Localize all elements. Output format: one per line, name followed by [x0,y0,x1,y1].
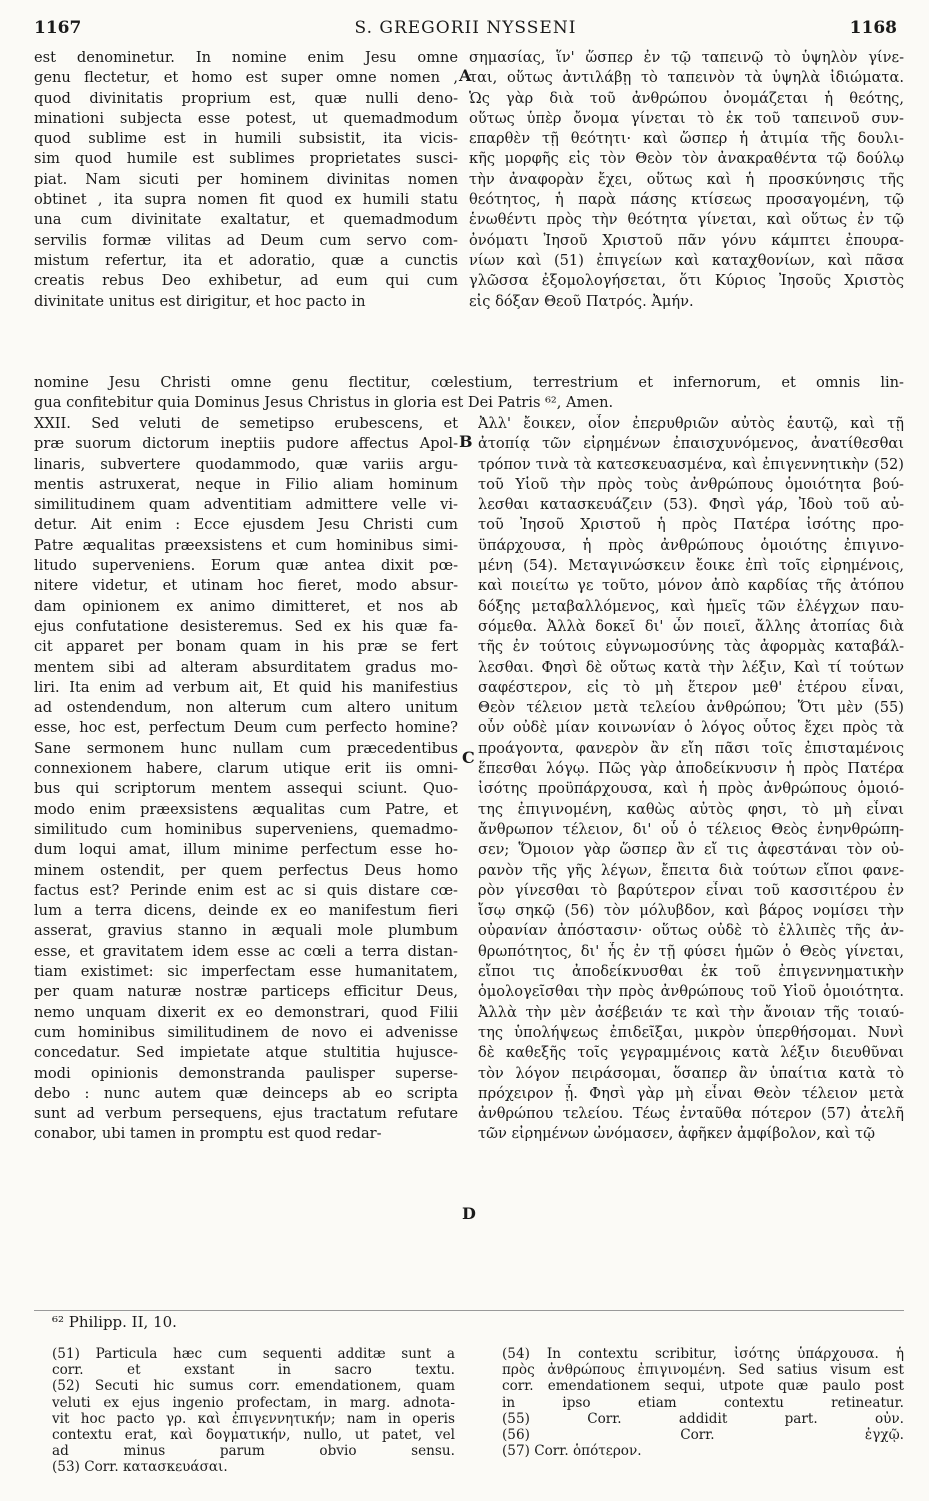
text-line: nitere videtur, et utinam hoc fieret, modo absur- [34,577,458,595]
text-line: conabor, ubi tamen in promptu est quod redar- [34,1125,382,1143]
latin-column-top [34,48,458,312]
text-line: dum loqui amat, illum minime perfectum esse ho- [34,841,458,859]
page-number-left: 1167 [34,18,82,38]
text-line: θεότητος, ἡ παρὰ πάσης κτίσεως προσαγομένη, τῷ [469,191,904,209]
text-line: τὸν λόγον πειράσομαι, ὅσαπερ ἂν ὑπαίτια κατὰ τὸ [478,1064,904,1082]
text-line: οὐρανίαν ἀπόστασιν· οὕτως οὐδὲ τὸ ἐλλιπὲς τῆς ἀν- [478,922,904,940]
text-line: (54) In contextu scribitur, ἰσότης ὑπάρχουσα. ἡ [502,1346,904,1362]
text-line: gua confitebitur quia Dominus Jesus Christus in gloria est Dei Patris ⁶², Amen. [34,394,614,412]
text-line: vit hoc pacto γρ. καὶ ἐπιγεννητικήν; nam in operis [52,1410,455,1427]
text-line: κῆς μορφῆς εἰς τὸν Θεὸν τὸν ἀνακραθέντα τῷ δούλῳ [469,150,904,168]
running-title: S. GREGORII NYSSENI [354,18,577,38]
text-line: per quam naturæ nostræ particeps efficitur Deus, [34,983,458,1001]
text-line: sunt ad verbum persequens, ejus tractatum refutare [34,1105,458,1123]
text-line: καὶ ποιείτω γε τοῦτο, μόνον ἀπὸ καρδίας τῆς ἀτόπου [478,577,904,595]
text-line: una cum divinitate exaltatur, et quemadmodum [34,211,458,229]
text-line: νίων καὶ (51) ἐπιγείων καὶ καταχθονίων, καὶ πᾶσα [469,251,904,269]
scripture-footnote: ⁶² Philipp. II, 10. [52,1313,177,1331]
text-line: της ὑπολήψεως ἐπιδεῖξαι, μικρὸν ὑπερθήσομαι. Νυνὶ [478,1023,904,1041]
text-line: modo enim præexsistens æqualitas cum Patre, et [34,800,458,818]
text-line: σημασίας, ἵν' ὥσπερ ἐν τῷ ταπεινῷ τὸ ὑψηλὸν γίνε- [469,49,904,66]
text-line: tiam existimet: sic imperfectam esse humanitatem, [34,963,458,981]
text-line: (51) Particula hæc cum sequenti additæ sunt a [52,1346,455,1362]
text-line: liri. Ita enim ad verbum ait, Et quid his manifestius [34,678,458,696]
text-line: τῆς ἐν τούτοις εὐγνωμοσύνης τὰς ἀφορμὰς καταβάλ- [478,638,904,656]
text-line: nomine Jesu Christi omne genu flectitur, cœlestium, terrestrium et infernorum, et omnis lin- [34,374,904,391]
text-line: εἰς δόξαν Θεοῦ Πατρός. Ἀμήν. [469,292,694,310]
text-line: debo : nunc autem quæ deinceps ab eo scripta [34,1084,458,1102]
text-line: XXII. Sed veluti de semetipso erubescens, et [34,415,458,432]
greek-column-top [469,48,904,312]
section-marker-b: B [459,432,473,451]
text-line: sim quod humile est sublimes proprietates susci- [34,150,458,168]
text-line: bus qui scriptorum mentem assequi sciunt. Quo- [34,780,458,798]
text-line: concedatur. Sed impietate atque stultitia hujusce- [34,1044,458,1062]
text-line: μένη (54). Μεταγινώσκειν ἔοικε ἐπὶ τοῖς εἰρημένοις, [478,557,904,575]
text-line: minem ostendit, per quem perfectus Deus homo [34,861,458,879]
text-line: Ὡς γὰρ διὰ τοῦ ἀνθρώπου ὀνομάζεται ἡ θεότης, [469,89,904,107]
text-line: dam opinionem ex animo dimitteret, et nos ab [34,597,458,615]
text-line: creatis rebus Deo exhibetur, ad eum qui cum [34,272,458,290]
text-line: Sane sermonem hunc nullam cum præcedentibus [34,739,458,757]
text-line: ἄνθρωπον τέλειον, δι' οὗ ὁ τέλειος Θεὸς ἐνηνθρώπη- [478,820,904,838]
text-line: nemo unquam dixerit ex eo demonstrari, quod Filii [34,1003,458,1021]
text-line: σεν; Ὅμοιον γὰρ ὥσπερ ἂν εἴ τις ἀφεστάναι τὸν οὐ- [478,841,904,859]
text-line: ad ostendendum, non alterum cum altero unitum [34,699,458,717]
text-line: εἴποι τις ἀποδείκνυσθαι ἐκ τοῦ ἐπιγεννηματικὴν [478,963,904,981]
text-line: litudo superveniens. Eorum quæ antea dixit pœ- [34,557,458,575]
text-line: Patre æqualitas præexsistens et cum hominibus simi- [34,536,458,554]
text-line: γλῶσσα ἐξομολογήσεται, ὅτι Κύριος Ἰησοῦς Χριστὸς [469,272,904,290]
text-line: τοῦ Υἱοῦ τὴν πρὸς τοὺς ἀνθρώπους ὁμοιότητα βού- [478,475,904,493]
text-line: esse, hoc est, perfectum Deum cum perfecto homine? [34,719,458,737]
text-line: τὴν ἀναφορὰν ἔχει, οὕτως καὶ ἡ προσκύνησις τῆς [469,170,904,188]
text-line: ἕπεσθαι λόγῳ. Πῶς γὰρ ἀποδείκνυσιν ἡ πρὸς Πατέρα [478,760,904,778]
text-line: in ipso etiam contextu retineatur. [502,1394,904,1411]
text-line: ἰσότης προϋπάρχουσα, καὶ ἡ πρὸς ἀνθρώπους ὁμοιό- [478,780,904,798]
greek-column-main [478,414,904,1145]
text-line: ejus confutatione desisteremus. Sed ex his quæ fa- [34,617,458,635]
text-line: linaris, subvertere quodammodo, quæ variis argu- [34,455,458,473]
text-line: ὀνόματι Ἰησοῦ Χριστοῦ πᾶν γόνυ κάμπτει ἐπουρα- [469,231,904,249]
text-line: mentis astruxerat, neque in Filio aliam hominum [34,475,458,493]
text-line: divinitate unitus est dirigitur, et hoc pacto in [34,292,366,310]
text-line: similitudo cum hominibus superveniens, quemadmo- [34,820,458,838]
text-line: της ἐπιγινομένη, καθὼς αὐτὸς φησι, τὸ μὴ εἶναι [478,800,904,818]
text-line: ἑνωθέντι πρὸς τὴν θεότητα γίνεται, καὶ οὕτως ἐν τῷ [469,211,904,229]
text-line: esse, et gravitatem idem esse ac cœli a terra distan- [34,942,458,960]
text-line: (56) Corr. ἐγχῷ. [502,1426,904,1443]
text-line: ἴσῳ σηκῷ (56) τὸν μόλυβδον, καὶ βάρος νομίσει τὴν [478,902,904,920]
section-marker-a: A [459,66,472,85]
text-line: προάγοντα, φανερὸν ἂν εἴη πᾶσι τοῖς ἐπισταμένοις [478,739,904,757]
latin-full-width-lines [34,373,904,414]
text-line: τῶν εἰρημένων ὠνόμασεν, ἀφῆκεν ἀμφίβολον, καὶ τῷ [478,1125,875,1143]
text-line: factus est? Perinde enim est ac si quis distare cœ- [34,881,458,899]
text-line: Θεὸν τέλειον μετὰ τελείου ἀνθρώπου; Ὅτι μὲν (55) [478,699,904,717]
text-line: ὁμολογεῖσθαι τὴν πρὸς ἀνθρώπους τοῦ Υἱοῦ ὁμοιότητα. [478,983,904,1001]
text-line: ἀνθρώπου τελείου. Τέως ἐνταῦθα πότερον (57) ἀτελῆ [478,1105,904,1123]
text-line: λεσθαι. Φησὶ δὲ οὕτως κατὰ τὴν λέξιν, Καὶ τί τούτων [478,658,904,676]
text-line: præ suorum dictorum ineptiis pudore affectus Apol- [34,435,458,453]
notes-left-column [52,1346,455,1476]
text-line: ϋπάρχουσα, ἡ πρὸς ἀνθρώπους ὁμοιότης ἐπιγινο- [478,536,904,554]
text-line: servilis formæ vilitas ad Deum cum servo com- [34,231,458,249]
text-line: πρόχειρον ᾖ. Φησὶ γὰρ μὴ εἶναι Θεὸν τέλειον μετὰ [478,1084,904,1102]
text-line: modi opinionis demonstranda paulisper superse- [34,1064,458,1082]
text-line: cum hominibus similitudinem de novo ei advenisse [34,1023,458,1041]
text-line: επαρθὲν τῇ θεότητι· καὶ ὥσπερ ἡ ἀτιμία τῆς δουλι- [469,130,904,148]
text-line: piat. Nam sicuti per hominem divinitas nomen [34,170,458,188]
text-line: (55) Corr. addidit part. οὖν. [502,1410,904,1427]
text-line: δὲ καθεξῆς τοῖς γεγραμμένοις κατὰ λέξιν διευθῦναι [478,1044,904,1062]
text-line: θρωπότητος, δι' ἧς ἐν τῇ φύσει ἡμῶν ὁ Θεὸς γίνεται, [478,942,904,960]
text-line: ad minus parum obvio sensu. [52,1443,455,1460]
text-line: lum a terra dicens, deinde ex eo manifestum fieri [34,902,458,920]
text-line: πρὸς ἀνθρώπους ἐπιγινομένη. Sed satius visum est [502,1362,904,1379]
text-line: genu flectetur, et homo est super omne nomen , [34,69,458,87]
latin-column-main [34,414,458,1145]
text-line: Ἀλλὰ τὴν μὲν ἀσέβειάν τε καὶ τὴν ἄνοιαν τῆς τοιαύ- [478,1003,904,1021]
text-line: corr. emendationem sequi, utpote quæ paulo post [502,1378,904,1395]
text-line: minationi subjecta esse potest, ut quemadmodum [34,109,458,127]
section-marker-d: D [462,1204,476,1223]
text-line: (57) Corr. ὁπότερον. [502,1443,642,1460]
text-line: obtinet , ita supra nomen fit quod ex humili statu [34,191,458,209]
text-line: οὖν οὐδὲ μίαν κοινωνίαν ὁ λόγος οὗτος ἔχει πρὸς τὰ [478,719,904,737]
text-line: cit apparet per bonam quam in his præ se fert [34,638,458,656]
text-line: οὕτως ὑπὲρ ὄνομα γίνεται τὸ ἐκ τοῦ ταπεινοῦ συν- [469,109,904,127]
page-header [34,18,897,50]
text-line: detur. Ait enim : Ecce ejusdem Jesu Christi cum [34,516,458,534]
page-number-right: 1168 [849,18,897,38]
text-line: similitudinem quam adventitiam admittere velle vi- [34,496,458,514]
text-line: ἀτοπίᾳ τῶν εἰρημένων ἐπαισχυνόμενος, ἀνατίθεσθαι [478,435,904,453]
notes-right-column [502,1346,904,1459]
text-line: λεσθαι κατασκευάζειν (53). Φησὶ γάρ, Ἰδοὺ τοῦ αὐ- [478,496,904,514]
text-line: ται, οὕτως ἀντιλάβῃ τὸ ταπεινὸν τὰ ὑψηλὰ ἰδιώματα. [469,69,904,87]
text-line: ρανὸν τῆς γῆς λέγων, ἔπειτα διὰ τούτων εἴποι φανε- [478,861,904,879]
text-line: σόμεθα. Ἀλλὰ δοκεῖ δι' ὧν ποιεῖ, ἄλλης ἀτοπίας διὰ [478,617,904,635]
text-line: (52) Secuti hic sumus corr. emendationem, quam [52,1378,455,1395]
text-line: corr. et exstant in sacro textu. [52,1362,455,1379]
text-line: τρόπον τινὰ τὰ κατεσκευασμένα, καὶ ἐπιγεννητικὴν (52) [478,455,904,473]
text-line: Ἀλλ' ἔοικεν, οἷον ἐπερυθριῶν αὐτὸς ἑαυτῷ, καὶ τῇ [478,415,904,432]
text-line: veluti ex ejus ingenio profectam, in marg. adnota- [52,1394,455,1411]
text-line: ρὸν γίνεσθαι τὸ βαρύτερον εἶναι τοῦ κασσιτέρου ἐν [478,881,904,899]
text-line: contextu erat, καὶ δογματικήν, nullo, ut patet, vel [52,1426,455,1443]
text-line: σαφέστερον, εἰς τὸ μὴ ἕτερον μεθ' ἑτέρου εἶναι, [478,678,904,696]
text-line: δόξης μεταβαλλόμενος, καὶ ἡμεῖς τῶν ἐλέγχων παυ- [478,597,904,615]
text-line: connexionem habere, clarum utique erit iis omni- [34,760,458,778]
footnote-rule [34,1310,904,1311]
text-line: quod sublime est in humili subsistit, ita vicis- [34,130,458,148]
text-line: est denominetur. In nomine enim Jesu omne [34,49,458,66]
text-line: asserat, gravius stanno in æquali mole plumbum [34,922,458,940]
text-line: mentem sibi ad alteram absurditatem gradus mo- [34,658,458,676]
text-line: quod divinitatis proprium est, quæ nulli deno- [34,89,458,107]
section-marker-c: C [462,748,475,767]
text-line: τοῦ Ἰησοῦ Χριστοῦ ἡ πρὸς Πατέρα ἰσότης προ- [478,516,904,534]
text-line: (53) Corr. κατασκευάσαι. [52,1459,228,1476]
text-line: mistum refertur, ita et adoratio, quæ a cunctis [34,251,458,269]
